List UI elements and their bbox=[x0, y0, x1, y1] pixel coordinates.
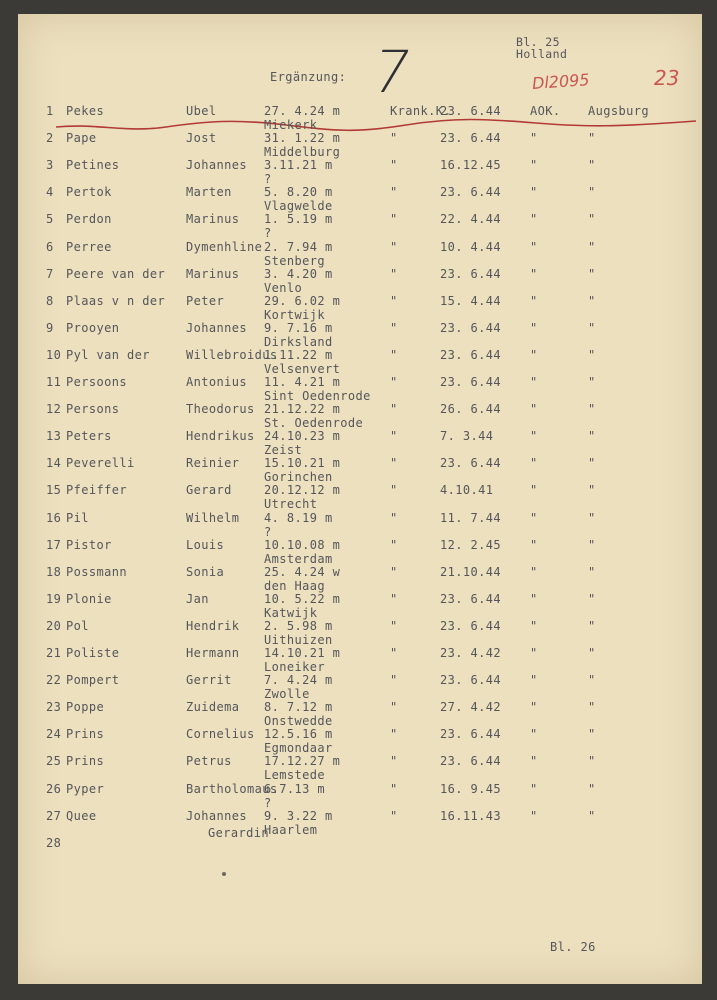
row-number: 18 bbox=[46, 564, 62, 579]
destination: " bbox=[530, 483, 538, 498]
table-row bbox=[18, 293, 702, 322]
table-row bbox=[18, 781, 702, 810]
date: 4.10.41 bbox=[440, 483, 494, 498]
destination: " bbox=[530, 456, 538, 471]
destination: " bbox=[530, 185, 538, 200]
source: " bbox=[390, 564, 398, 579]
row-number: 16 bbox=[46, 510, 62, 525]
surname: Poliste bbox=[66, 646, 120, 660]
birth-place: Haarlem bbox=[264, 822, 318, 837]
source: " bbox=[390, 320, 398, 335]
birth-place: ? bbox=[264, 795, 272, 810]
table-row bbox=[18, 700, 702, 729]
table-row bbox=[18, 185, 702, 214]
date: 22. 4.44 bbox=[440, 212, 501, 227]
given-name: Hermann bbox=[186, 646, 240, 660]
table-row bbox=[18, 754, 702, 783]
row-27-extra-name: Gerardin bbox=[208, 826, 269, 840]
destination: " bbox=[530, 347, 538, 362]
date: 26. 6.44 bbox=[440, 402, 501, 417]
pencil-page-number: 23 bbox=[654, 66, 680, 90]
birth-date: 12.5.16 m bbox=[264, 727, 333, 742]
birth-date: 15.10.21 m bbox=[264, 456, 341, 471]
given-name: Theodorus bbox=[186, 402, 255, 417]
given-name: Hendrikus bbox=[186, 429, 255, 444]
destination-extra: " bbox=[588, 673, 596, 688]
destination: " bbox=[530, 754, 538, 769]
source: " bbox=[390, 402, 398, 417]
source: " bbox=[390, 591, 398, 606]
surname: Pekes bbox=[66, 104, 105, 118]
destination: AOK. bbox=[530, 104, 561, 118]
birth-place: Onstwedde bbox=[264, 714, 333, 729]
surname: Pil bbox=[66, 510, 89, 525]
given-name: Louis bbox=[186, 537, 225, 552]
table-row bbox=[18, 646, 702, 674]
birth-date: 29. 6.02 m bbox=[264, 293, 341, 308]
surname: Prins bbox=[66, 754, 105, 769]
destination-extra: " bbox=[588, 564, 596, 579]
given-name: Hendrik bbox=[186, 618, 240, 633]
destination: " bbox=[530, 673, 538, 688]
sheet-reference bbox=[516, 36, 567, 60]
destination-extra: " bbox=[588, 347, 596, 362]
birth-date: 1.11.22 m bbox=[264, 347, 333, 362]
table-row bbox=[18, 429, 702, 458]
row-number: 24 bbox=[46, 727, 62, 742]
surname: Pape bbox=[66, 131, 97, 146]
table-row bbox=[18, 131, 702, 160]
destination-extra: " bbox=[588, 402, 596, 417]
surname: Pistor bbox=[66, 537, 112, 552]
given-name: Dymenhline bbox=[186, 239, 263, 254]
table-row bbox=[18, 456, 702, 485]
document-page bbox=[18, 14, 702, 984]
birth-date: 11. 4.21 m bbox=[264, 375, 341, 389]
pencil-archive-code: Dl2095 bbox=[531, 70, 591, 93]
destination: " bbox=[530, 700, 538, 715]
surname: Peverelli bbox=[66, 456, 135, 471]
destination-extra: " bbox=[588, 429, 596, 444]
birth-place: Velsenvert bbox=[264, 361, 341, 376]
destination-extra: " bbox=[588, 158, 596, 173]
row-number: 2 bbox=[46, 131, 54, 146]
birth-place: Stenberg bbox=[264, 253, 325, 268]
given-name: Jan bbox=[186, 591, 209, 606]
birth-place: Gorinchen bbox=[264, 470, 333, 485]
birth-date: 25. 4.24 w bbox=[264, 564, 341, 579]
destination: " bbox=[530, 618, 538, 633]
source: " bbox=[390, 239, 398, 254]
birth-place: Katwijk bbox=[264, 605, 318, 620]
surname: Pertok bbox=[66, 185, 112, 200]
date: 10. 4.44 bbox=[440, 239, 501, 254]
birth-place: Amsterdam bbox=[264, 551, 333, 566]
footer-sheet-reference: Bl. 26 bbox=[550, 940, 596, 954]
table-row bbox=[18, 158, 702, 187]
table-row bbox=[18, 239, 702, 268]
birth-date: 27. 4.24 m bbox=[264, 104, 341, 118]
birth-date: 14.10.21 m bbox=[264, 646, 341, 660]
destination-extra: " bbox=[588, 781, 596, 796]
given-name: Cornelius bbox=[186, 727, 255, 742]
table-row bbox=[18, 266, 702, 295]
table-row bbox=[18, 510, 702, 539]
source: " bbox=[390, 537, 398, 552]
birth-place: Egmondaar bbox=[264, 741, 333, 756]
birth-place: Zwolle bbox=[264, 687, 310, 702]
row-number: 1 bbox=[46, 104, 54, 118]
date: 23. 6.44 bbox=[440, 185, 501, 200]
birth-date: 6.7.13 m bbox=[264, 781, 325, 796]
birth-place: Dirksland bbox=[264, 334, 333, 349]
table-row bbox=[18, 375, 702, 403]
birth-place: Middelburg bbox=[264, 145, 341, 160]
given-name: Johannes bbox=[186, 158, 247, 173]
surname: Pol bbox=[66, 618, 89, 633]
birth-date: 2. 7.94 m bbox=[264, 239, 333, 254]
table-row bbox=[18, 591, 702, 620]
date: 16.12.45 bbox=[440, 158, 501, 173]
row-number: 11 bbox=[46, 375, 62, 389]
row-number: 20 bbox=[46, 618, 62, 633]
surname: Pyper bbox=[66, 781, 105, 796]
surname: Prooyen bbox=[66, 320, 120, 335]
row-number: 14 bbox=[46, 456, 62, 471]
source: " bbox=[390, 158, 398, 173]
destination-extra: " bbox=[588, 646, 596, 660]
table-row bbox=[18, 618, 702, 647]
table-row bbox=[18, 673, 702, 702]
table-row bbox=[18, 347, 702, 376]
row-number: 3 bbox=[46, 158, 54, 173]
given-name: Gerrit bbox=[186, 673, 232, 688]
birth-date: 7. 4.24 m bbox=[264, 673, 333, 688]
row-number: 6 bbox=[46, 239, 54, 254]
birth-place: Miekerk bbox=[264, 118, 318, 132]
date: 23. 6.44 bbox=[440, 618, 501, 633]
date: 21.10.44 bbox=[440, 564, 501, 579]
source: Krank.K. bbox=[390, 104, 451, 118]
birth-place: Kortwijk bbox=[264, 307, 325, 322]
row-number: 9 bbox=[46, 320, 54, 335]
surname: Pfeiffer bbox=[66, 483, 127, 498]
source: " bbox=[390, 266, 398, 281]
destination: " bbox=[530, 537, 538, 552]
row-number: 5 bbox=[46, 212, 54, 227]
table-row bbox=[18, 727, 702, 756]
destination-extra: " bbox=[588, 591, 596, 606]
birth-date: 2. 5.98 m bbox=[264, 618, 333, 633]
destination-extra: " bbox=[588, 700, 596, 715]
row-number: 12 bbox=[46, 402, 62, 417]
source: " bbox=[390, 212, 398, 227]
table-row bbox=[18, 320, 702, 349]
given-name: Gerard bbox=[186, 483, 232, 498]
row-number: 26 bbox=[46, 781, 62, 796]
birth-date: 31. 1.22 m bbox=[264, 131, 341, 146]
given-name: Jost bbox=[186, 131, 217, 146]
birth-date: 4. 8.19 m bbox=[264, 510, 333, 525]
destination-extra: " bbox=[588, 510, 596, 525]
surname: Plonie bbox=[66, 591, 112, 606]
birth-date: 8. 7.12 m bbox=[264, 700, 333, 715]
source: " bbox=[390, 456, 398, 471]
given-name: Bartholomaus bbox=[186, 781, 278, 796]
surname: Pompert bbox=[66, 673, 120, 688]
surname: Pyl van der bbox=[66, 347, 150, 362]
surname: Perree bbox=[66, 239, 112, 254]
destination: " bbox=[530, 375, 538, 389]
row-number: 10 bbox=[46, 347, 62, 362]
destination-extra: " bbox=[588, 375, 596, 389]
destination: " bbox=[530, 158, 538, 173]
date: 23. 6.44 bbox=[440, 673, 501, 688]
row-number: 22 bbox=[46, 673, 62, 688]
birth-date: 21.12.22 m bbox=[264, 402, 341, 417]
row-number: 23 bbox=[46, 700, 62, 715]
destination: " bbox=[530, 808, 538, 823]
date: 23. 6.44 bbox=[440, 591, 501, 606]
date: 15. 4.44 bbox=[440, 293, 501, 308]
date: 11. 7.44 bbox=[440, 510, 501, 525]
given-name: Ubel bbox=[186, 104, 217, 118]
destination: " bbox=[530, 239, 538, 254]
birth-place: Loneiker bbox=[264, 660, 325, 674]
birth-place: Sint Oedenrode bbox=[264, 389, 371, 403]
row-number: 4 bbox=[46, 185, 54, 200]
destination: " bbox=[530, 320, 538, 335]
destination-extra: " bbox=[588, 131, 596, 146]
given-name: Antonius bbox=[186, 375, 247, 389]
date: 16.11.43 bbox=[440, 808, 501, 823]
destination-extra: " bbox=[588, 239, 596, 254]
given-name: Peter bbox=[186, 293, 225, 308]
row-number: 27 bbox=[46, 808, 62, 823]
row-number: 25 bbox=[46, 754, 62, 769]
birth-date: 3. 4.20 m bbox=[264, 266, 333, 281]
destination: " bbox=[530, 266, 538, 281]
source: " bbox=[390, 483, 398, 498]
destination-extra: " bbox=[588, 808, 596, 823]
sheet-country: Holland bbox=[516, 47, 568, 61]
surname: Possmann bbox=[66, 564, 127, 579]
birth-date: 10. 5.22 m bbox=[264, 591, 341, 606]
birth-place: Lemstede bbox=[264, 768, 325, 783]
source: " bbox=[390, 429, 398, 444]
birth-date: 17.12.27 m bbox=[264, 754, 341, 769]
birth-date: 20.12.12 m bbox=[264, 483, 341, 498]
birth-date: 1. 5.19 m bbox=[264, 212, 333, 227]
given-name: Johannes bbox=[186, 808, 247, 823]
sheet-number: Bl. 25 bbox=[516, 35, 560, 49]
page-title: Ergänzung: bbox=[270, 70, 347, 84]
surname: Petines bbox=[66, 158, 120, 173]
destination-extra: Augsburg bbox=[588, 104, 649, 118]
destination-extra: " bbox=[588, 618, 596, 633]
source: " bbox=[390, 375, 398, 389]
row-number: 8 bbox=[46, 293, 54, 308]
destination: " bbox=[530, 510, 538, 525]
birth-place: Zeist bbox=[264, 443, 303, 458]
date: 23. 6.44 bbox=[440, 754, 501, 769]
surname: Persoons bbox=[66, 375, 127, 389]
date: 7. 3.44 bbox=[440, 429, 494, 444]
date: 23. 6.44 bbox=[440, 347, 501, 362]
surname: Prins bbox=[66, 727, 105, 742]
source: " bbox=[390, 673, 398, 688]
given-name: Willebroidus bbox=[186, 347, 278, 362]
row-number: 7 bbox=[46, 266, 54, 281]
birth-date: 24.10.23 m bbox=[264, 429, 341, 444]
source: " bbox=[390, 347, 398, 362]
given-name: Sonia bbox=[186, 564, 225, 579]
given-name: Johannes bbox=[186, 320, 247, 335]
date: 12. 2.45 bbox=[440, 537, 501, 552]
row-number: 13 bbox=[46, 429, 62, 444]
row-number: 21 bbox=[46, 646, 62, 660]
given-name: Marten bbox=[186, 185, 232, 200]
source: " bbox=[390, 754, 398, 769]
destination-extra: " bbox=[588, 537, 596, 552]
birth-place: ? bbox=[264, 524, 272, 539]
birth-date: 5. 8.20 m bbox=[264, 185, 333, 200]
date: 23. 6.44 bbox=[440, 727, 501, 742]
birth-place: den Haag bbox=[264, 578, 325, 593]
birth-place: Uithuizen bbox=[264, 632, 333, 647]
destination-extra: " bbox=[588, 456, 596, 471]
birth-place: ? bbox=[264, 172, 272, 187]
destination: " bbox=[530, 131, 538, 146]
source: " bbox=[390, 131, 398, 146]
given-name: Marinus bbox=[186, 212, 240, 227]
destination: " bbox=[530, 293, 538, 308]
source: " bbox=[390, 185, 398, 200]
given-name: Wilhelm bbox=[186, 510, 240, 525]
birth-date: 3.11.21 m bbox=[264, 158, 333, 173]
handwritten-page-number: 7 bbox=[365, 38, 418, 106]
surname: Persons bbox=[66, 402, 120, 417]
destination-extra: " bbox=[588, 320, 596, 335]
table-row bbox=[18, 808, 702, 837]
source: " bbox=[390, 293, 398, 308]
source: " bbox=[390, 618, 398, 633]
destination-extra: " bbox=[588, 293, 596, 308]
birth-place: Venlo bbox=[264, 280, 303, 295]
date: 23. 6.44 bbox=[440, 266, 501, 281]
row-number: 19 bbox=[46, 591, 62, 606]
surname: Peters bbox=[66, 429, 112, 444]
source: " bbox=[390, 808, 398, 823]
given-name: Zuidema bbox=[186, 700, 240, 715]
source: " bbox=[390, 700, 398, 715]
destination: " bbox=[530, 212, 538, 227]
date: 23. 6.44 bbox=[440, 375, 501, 389]
destination-extra: " bbox=[588, 185, 596, 200]
date: 23. 6.44 bbox=[440, 131, 501, 146]
table-row bbox=[18, 402, 702, 431]
table-row bbox=[18, 537, 702, 566]
destination: " bbox=[530, 781, 538, 796]
date: 23. 4.42 bbox=[440, 646, 501, 660]
birth-place: Utrecht bbox=[264, 497, 318, 512]
surname: Peere van der bbox=[66, 266, 166, 281]
birth-place: ? bbox=[264, 226, 272, 241]
row-28-number: 28 bbox=[46, 836, 62, 850]
source: " bbox=[390, 727, 398, 742]
destination-extra: " bbox=[588, 727, 596, 742]
date: 16. 9.45 bbox=[440, 781, 501, 796]
source: " bbox=[390, 781, 398, 796]
row-number: 15 bbox=[46, 483, 62, 498]
birth-place: Vlagwelde bbox=[264, 199, 333, 214]
destination: " bbox=[530, 646, 538, 660]
destination-extra: " bbox=[588, 754, 596, 769]
surname: Perdon bbox=[66, 212, 112, 227]
date: 23. 6.44 bbox=[440, 456, 501, 471]
destination-extra: " bbox=[588, 483, 596, 498]
table-row bbox=[18, 212, 702, 241]
destination: " bbox=[530, 591, 538, 606]
given-name: Petrus bbox=[186, 754, 232, 769]
date: 23. 6.44 bbox=[440, 320, 501, 335]
destination-extra: " bbox=[588, 266, 596, 281]
birth-date: 9. 3.22 m bbox=[264, 808, 333, 823]
destination: " bbox=[530, 402, 538, 417]
table-row bbox=[18, 483, 702, 512]
birth-date: 10.10.08 m bbox=[264, 537, 341, 552]
row-number: 17 bbox=[46, 537, 62, 552]
birth-place: St. Oedenrode bbox=[264, 416, 364, 431]
table-row bbox=[18, 104, 702, 132]
source: " bbox=[390, 510, 398, 525]
destination-extra: " bbox=[588, 212, 596, 227]
source: " bbox=[390, 646, 398, 660]
table-row bbox=[18, 564, 702, 593]
given-name: Marinus bbox=[186, 266, 240, 281]
birth-date: 9. 7.16 m bbox=[264, 320, 333, 335]
date: 23. 6.44 bbox=[440, 104, 501, 118]
destination: " bbox=[530, 429, 538, 444]
destination: " bbox=[530, 727, 538, 742]
surname: Quee bbox=[66, 808, 97, 823]
date: 27. 4.42 bbox=[440, 700, 501, 715]
surname: Poppe bbox=[66, 700, 105, 715]
surname: Plaas v n der bbox=[66, 293, 166, 308]
ink-spot bbox=[222, 872, 226, 876]
destination: " bbox=[530, 564, 538, 579]
given-name: Reinier bbox=[186, 456, 240, 471]
